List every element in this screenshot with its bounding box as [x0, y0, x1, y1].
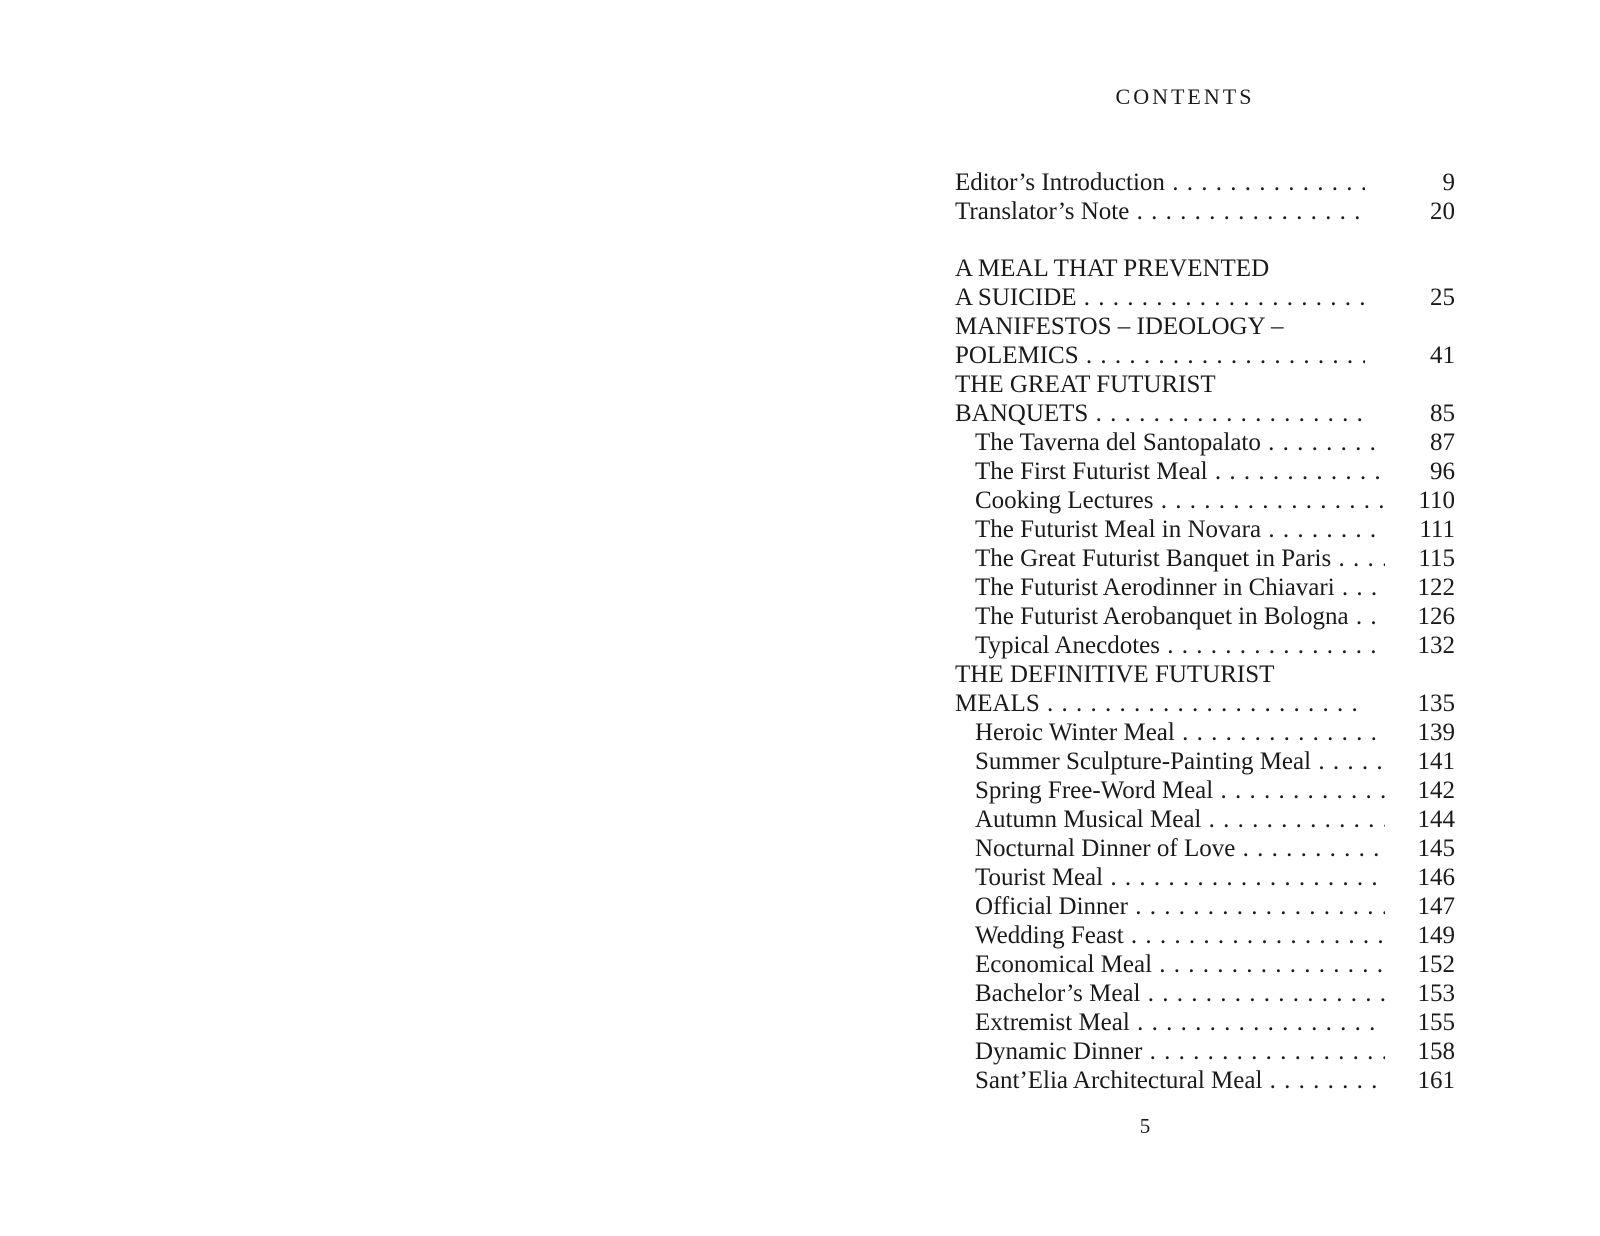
toc-section-title-line — [955, 312, 1435, 341]
toc-section-title-line — [955, 660, 1435, 689]
toc-entry-page: 142 — [1417, 777, 1455, 804]
toc-entry[interactable] — [955, 544, 1455, 573]
table-of-contents — [955, 168, 1455, 1095]
toc-entry-title: Dynamic Dinner — [975, 1038, 1143, 1065]
page-number: 5 — [1139, 1114, 1151, 1138]
toc-section-title: MANIFESTOS – IDEOLOGY – — [955, 313, 1284, 340]
toc-entry-title: Economical Meal — [975, 951, 1153, 978]
toc-entry-page: 96 — [1430, 458, 1455, 485]
toc-entry-title: Summer Sculpture-Painting Meal — [975, 748, 1312, 775]
toc-entry-page: 155 — [1417, 1009, 1455, 1036]
toc-entry-title-leader — [955, 1066, 1385, 1095]
toc-entry[interactable] — [955, 197, 1455, 226]
toc-entry-title: Bachelor’s Meal — [975, 980, 1141, 1007]
toc-entry[interactable] — [955, 689, 1455, 718]
toc-entry-title-leader — [955, 399, 1365, 428]
toc-entry-title-leader — [955, 776, 1385, 805]
toc-entry-title: Autumn Musical Meal — [975, 806, 1202, 833]
toc-entry-title-leader — [955, 602, 1385, 631]
toc-entry-title: Heroic Winter Meal — [975, 719, 1175, 746]
toc-entry-page: 161 — [1417, 1067, 1455, 1094]
toc-section-heading — [955, 370, 1455, 399]
toc-entry[interactable] — [955, 834, 1455, 863]
toc-entry-page: 135 — [1417, 690, 1455, 717]
toc-entry-page: 111 — [1419, 516, 1455, 543]
toc-entry-title: Typical Anecdotes — [975, 632, 1160, 659]
toc-entry-page: 132 — [1417, 632, 1455, 659]
toc-entry-title-leader — [955, 341, 1365, 370]
toc-entry-title-leader — [955, 921, 1385, 950]
toc-entry-page: 158 — [1417, 1038, 1455, 1065]
toc-entry[interactable] — [955, 168, 1455, 197]
toc-entry[interactable] — [955, 747, 1455, 776]
toc-entry-title: Spring Free-Word Meal — [975, 777, 1214, 804]
toc-entry-title-leader — [955, 863, 1385, 892]
toc-entry-title: The First Futurist Meal — [975, 458, 1208, 485]
toc-entry[interactable] — [955, 602, 1455, 631]
toc-entry-title-leader — [955, 168, 1365, 197]
toc-entry-page: 41 — [1430, 342, 1455, 369]
toc-entry-title-leader — [955, 689, 1365, 718]
toc-entry-title: Sant’Elia Architectural Meal — [975, 1067, 1263, 1094]
toc-entry-page: 126 — [1417, 603, 1455, 630]
toc-entry-title-leader — [955, 1008, 1385, 1037]
toc-entry[interactable] — [955, 283, 1455, 312]
toc-section-title: THE GREAT FUTURIST — [955, 371, 1216, 398]
toc-entry-page: 145 — [1417, 835, 1455, 862]
toc-section-title-line — [955, 370, 1435, 399]
toc-entry-title-leader — [955, 457, 1385, 486]
toc-section-title: THE DEFINITIVE FUTURIST — [955, 661, 1275, 688]
contents-heading: CONTENTS — [1115, 84, 1255, 109]
toc-entry-page: 153 — [1417, 980, 1455, 1007]
toc-entry-title-leader — [955, 428, 1385, 457]
toc-entry-title: Official Dinner — [975, 893, 1128, 920]
toc-entry-title: Tourist Meal — [975, 864, 1104, 891]
toc-entry-page: 152 — [1417, 951, 1455, 978]
toc-entry-title-leader — [955, 515, 1385, 544]
toc-entry-title: Editor’s Introduction — [955, 169, 1165, 196]
toc-entry[interactable] — [955, 573, 1455, 602]
toc-entry[interactable] — [955, 979, 1455, 1008]
toc-entry-page: 146 — [1417, 864, 1455, 891]
toc-entry[interactable] — [955, 950, 1455, 979]
toc-entry-title: Nocturnal Dinner of Love — [975, 835, 1236, 862]
toc-entry-page: 147 — [1417, 893, 1455, 920]
toc-entry[interactable] — [955, 921, 1455, 950]
toc-entry-title: Cooking Lectures — [975, 487, 1154, 514]
toc-entry[interactable] — [955, 515, 1455, 544]
toc-entry-title-leader — [955, 573, 1385, 602]
toc-entry[interactable] — [955, 399, 1455, 428]
toc-entry-title-leader — [955, 486, 1385, 515]
toc-entry[interactable] — [955, 1008, 1455, 1037]
toc-entry-page: 115 — [1418, 545, 1455, 572]
toc-entry-page: 25 — [1430, 284, 1455, 311]
toc-entry-page: 139 — [1417, 719, 1455, 746]
toc-section-title-line — [955, 254, 1435, 283]
toc-entry[interactable] — [955, 428, 1455, 457]
toc-section-title: A MEAL THAT PREVENTED — [955, 255, 1270, 282]
toc-section-heading — [955, 312, 1455, 341]
toc-entry-title: POLEMICS — [955, 342, 1079, 369]
toc-entry-title: MEALS — [955, 690, 1040, 717]
toc-entry-title: Translator’s Note — [955, 198, 1130, 225]
toc-entry-title-leader — [955, 283, 1365, 312]
toc-entry[interactable] — [955, 486, 1455, 515]
toc-entry-title-leader — [955, 631, 1385, 660]
toc-entry-title-leader — [955, 834, 1385, 863]
toc-entry-title-leader — [955, 892, 1385, 921]
toc-entry[interactable] — [955, 457, 1455, 486]
toc-entry-title: Extremist Meal — [975, 1009, 1130, 1036]
toc-entry-title-leader — [955, 1037, 1385, 1066]
toc-entry-title: BANQUETS — [955, 400, 1089, 427]
toc-entry-page: 20 — [1430, 198, 1455, 225]
toc-entry[interactable] — [955, 863, 1455, 892]
toc-entry-page: 110 — [1418, 487, 1455, 514]
toc-entry[interactable] — [955, 1066, 1455, 1095]
toc-entry[interactable] — [955, 805, 1455, 834]
toc-entry[interactable] — [955, 341, 1455, 370]
toc-entry-title: The Futurist Aerodinner in Chiavari — [975, 574, 1335, 601]
toc-entry-page: 85 — [1430, 400, 1455, 427]
toc-entry-title-leader — [955, 979, 1385, 1008]
toc-section-heading — [955, 254, 1455, 283]
toc-entry-title: The Futurist Meal in Novara — [975, 516, 1262, 543]
toc-entry-title-leader — [955, 544, 1385, 573]
toc-entry-page: 122 — [1417, 574, 1455, 601]
toc-entry-title: A SUICIDE — [955, 284, 1077, 311]
toc-entry-page: 144 — [1417, 806, 1455, 833]
toc-entry-title-leader — [955, 805, 1385, 834]
toc-entry-page: 141 — [1417, 748, 1455, 775]
toc-entry[interactable] — [955, 718, 1455, 747]
toc-entry-page: 149 — [1417, 922, 1455, 949]
toc-entry-page: 87 — [1430, 429, 1455, 456]
toc-entry-title: The Great Futurist Banquet in Paris — [975, 545, 1332, 572]
toc-entry[interactable] — [955, 776, 1455, 805]
toc-entry[interactable] — [955, 631, 1455, 660]
toc-entry[interactable] — [955, 1037, 1455, 1066]
toc-entry-title: The Futurist Aerobanquet in Bologna — [975, 603, 1349, 630]
right-page — [800, 0, 1600, 1236]
toc-entry-title-leader — [955, 747, 1385, 776]
toc-entry-title: Wedding Feast — [975, 922, 1124, 949]
toc-entry-title: The Taverna del Santopalato — [975, 429, 1261, 456]
toc-section-heading — [955, 660, 1455, 689]
toc-entry-page: 9 — [1442, 169, 1455, 196]
toc-entry-title-leader — [955, 718, 1385, 747]
toc-entry-title-leader — [955, 950, 1385, 979]
toc-entry-title-leader — [955, 197, 1365, 226]
toc-entry[interactable] — [955, 892, 1455, 921]
